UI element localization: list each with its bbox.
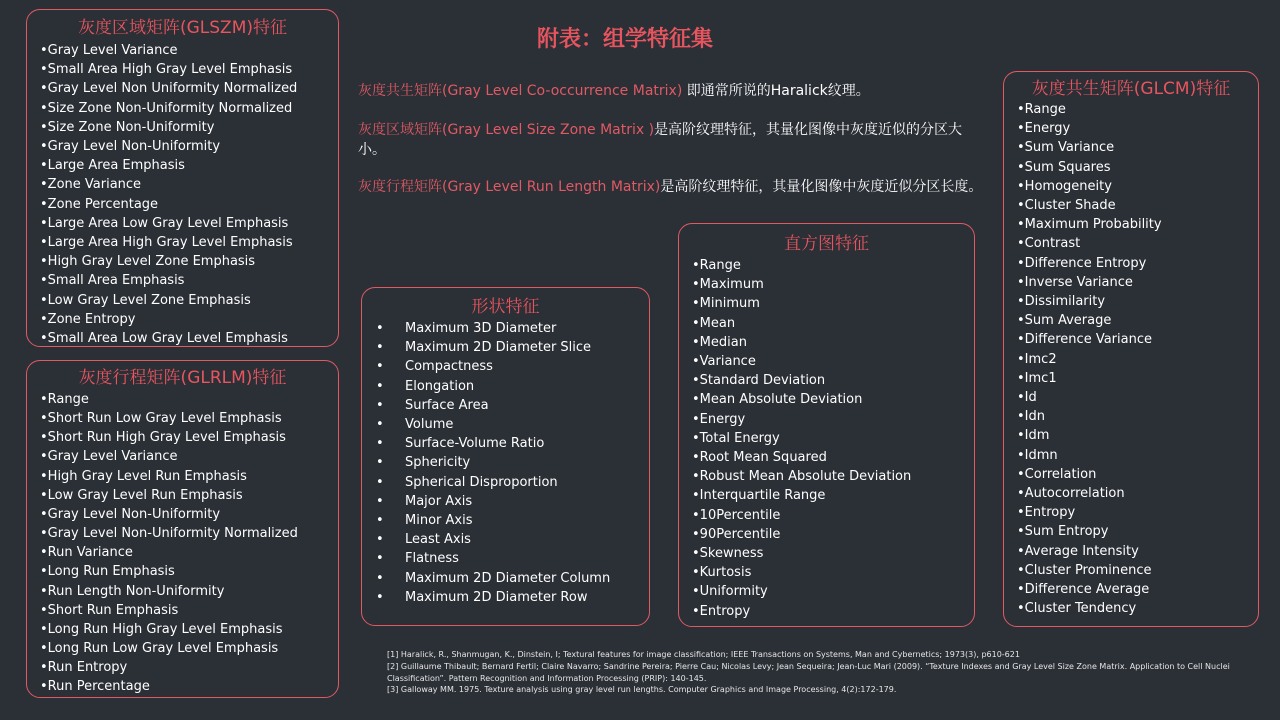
feature-item: • Maximum 2D Diameter Row	[362, 588, 649, 607]
feature-item: • Run Length Non-Uniformity	[40, 582, 338, 601]
feature-item: • Size Zone Non-Uniformity Normalized	[40, 99, 338, 118]
feature-item: • Small Area Low Gray Level Emphasis	[40, 329, 338, 348]
feature-item: • Large Area High Gray Level Emphasis	[40, 233, 338, 252]
shape-title: 形状特征	[471, 297, 540, 317]
feature-item: • Robust Mean Absolute Deviation	[692, 467, 974, 486]
feature-item: • Cluster Prominence	[1017, 561, 1258, 580]
feature-item: • Difference Variance	[1017, 330, 1258, 349]
feature-item: • Maximum 2D Diameter Slice	[362, 338, 649, 357]
feature-item: • Gray Level Non-Uniformity Normalized	[40, 524, 338, 543]
glcm-title: 灰度共生矩阵(GLCM)特征	[1031, 79, 1231, 99]
feature-item: • Sum Variance	[1017, 138, 1258, 157]
feature-item: • Run Variance	[40, 543, 338, 562]
shape-feature-list	[362, 319, 649, 607]
feature-item: • Average Intensity	[1017, 542, 1258, 561]
glcm-feature-list	[1004, 100, 1258, 618]
shape-feature-box	[361, 287, 650, 626]
feature-item: • Inverse Variance	[1017, 273, 1258, 292]
feature-item: • Gray Level Non-Uniformity	[40, 505, 338, 524]
feature-item: • Difference Average	[1017, 580, 1258, 599]
feature-item: • Root Mean Squared	[692, 448, 974, 467]
feature-item: • 90Percentile	[692, 525, 974, 544]
feature-item: • Homogeneity	[1017, 177, 1258, 196]
feature-item: • Total Energy	[692, 429, 974, 448]
feature-item: • Short Run Low Gray Level Emphasis	[40, 409, 338, 428]
glrlm-feature-list	[27, 390, 338, 697]
feature-item: • Short Run Emphasis	[40, 601, 338, 620]
feature-item: • Sum Entropy	[1017, 522, 1258, 541]
reference-item: [1] Haralick, R., Shanmugan, K., Dinstein, I; Textural features for image classification; IEEE Transactions on Systems, Man and Cybernetics; 1973(3), p610-621	[387, 650, 1020, 659]
feature-item: • Entropy	[692, 602, 974, 621]
feature-item: • Short Run High Gray Level Emphasis	[40, 428, 338, 447]
feature-item: • Mean	[692, 314, 974, 333]
histogram-feature-box	[678, 223, 975, 627]
feature-item: • Dissimilarity	[1017, 292, 1258, 311]
feature-item: • Contrast	[1017, 234, 1258, 253]
histogram-feature-list	[679, 256, 974, 621]
feature-item: • Uniformity	[692, 582, 974, 601]
feature-item: • Imc2	[1017, 350, 1258, 369]
feature-item: • Surface-Volume Ratio	[362, 434, 649, 453]
feature-item: • High Gray Level Zone Emphasis	[40, 252, 338, 271]
feature-item: • Volume	[362, 415, 649, 434]
page-title: 附表：组学特征集	[537, 27, 714, 52]
feature-item: • Compactness	[362, 357, 649, 376]
description-highlight: 灰度共生矩阵(Gray Level Co-occurrence Matrix)	[358, 83, 683, 99]
description-glcm	[358, 81, 988, 101]
feature-item: • Spherical Disproportion	[362, 473, 649, 492]
feature-item: • Sum Average	[1017, 311, 1258, 330]
feature-item: • 10Percentile	[692, 506, 974, 525]
feature-item: • Cluster Tendency	[1017, 599, 1258, 618]
feature-item: • Kurtosis	[692, 563, 974, 582]
feature-item: • Idn	[1017, 407, 1258, 426]
feature-item: • Large Area Emphasis	[40, 156, 338, 175]
feature-item: • Range	[692, 256, 974, 275]
feature-item: • Small Area Emphasis	[40, 271, 338, 290]
feature-item: • Imc1	[1017, 369, 1258, 388]
feature-item: • Minor Axis	[362, 511, 649, 530]
feature-item: • Variance	[692, 352, 974, 371]
histogram-title: 直方图特征	[784, 234, 869, 254]
feature-item: • High Gray Level Run Emphasis	[40, 467, 338, 486]
feature-item: • Zone Entropy	[40, 310, 338, 329]
description-glszm	[358, 120, 988, 160]
feature-item: • Zone Percentage	[40, 195, 338, 214]
reference-item: [2] Guillaume Thibault; Bernard Fertil; Claire Navarro; Sandrine Pereira; Pierre Cau; Nicolas Levy; Jean Sequeira; Jean-Luc Mari (2009). “Texture Indexes and Gray Level Size Zone Matrix. Application to Cell Nuclei Classification”. Pattern Recognition and Information Processing (PRIP): 140-145.	[387, 661, 1230, 683]
feature-item: • Sum Squares	[1017, 158, 1258, 177]
feature-item: • Gray Level Variance	[40, 447, 338, 466]
feature-item: • Gray Level Variance	[40, 41, 338, 60]
feature-item: • Run Entropy	[40, 658, 338, 677]
feature-item: • Difference Entropy	[1017, 254, 1258, 273]
glcm-feature-box	[1003, 71, 1259, 627]
feature-item: • Minimum	[692, 294, 974, 313]
feature-item: • Sphericity	[362, 453, 649, 472]
feature-item: • Long Run Emphasis	[40, 562, 338, 581]
feature-item: • Maximum 2D Diameter Column	[362, 569, 649, 588]
feature-item: • Correlation	[1017, 465, 1258, 484]
glszm-feature-box	[26, 9, 339, 347]
glszm-feature-list	[27, 41, 338, 348]
feature-item: • Mean Absolute Deviation	[692, 390, 974, 409]
reference-item: [3] Galloway MM. 1975. Texture analysis using gray level run lengths. Computer Graphics and Image Processing, 4(2):172-179.	[387, 685, 897, 695]
feature-item: • Skewness	[692, 544, 974, 563]
feature-item: • Surface Area	[362, 396, 649, 415]
feature-item: • Gray Level Non-Uniformity	[40, 137, 338, 156]
feature-item: • Idm	[1017, 426, 1258, 445]
feature-item: • Entropy	[1017, 503, 1258, 522]
feature-item: • Long Run High Gray Level Emphasis	[40, 620, 338, 639]
feature-item: • Large Area Low Gray Level Emphasis	[40, 214, 338, 233]
feature-item: • Maximum 3D Diameter	[362, 319, 649, 338]
feature-item: • Low Gray Level Zone Emphasis	[40, 291, 338, 310]
feature-item: • Energy	[692, 410, 974, 429]
feature-item: • Run Percentage	[40, 677, 338, 696]
feature-item: • Range	[1017, 100, 1258, 119]
feature-item: • Flatness	[362, 549, 649, 568]
feature-item: • Range	[40, 390, 338, 409]
description-text: 是高阶纹理特征，其量化图像中灰度近似的分区大小。	[358, 122, 963, 158]
feature-item: • Small Area High Gray Level Emphasis	[40, 60, 338, 79]
glrlm-title: 灰度行程矩阵(GLRLM)特征	[78, 368, 287, 388]
feature-item: • Major Axis	[362, 492, 649, 511]
feature-item: • Maximum	[692, 275, 974, 294]
description-highlight: 灰度行程矩阵(Gray Level Run Length Matrix)	[358, 179, 661, 195]
feature-item: • Standard Deviation	[692, 371, 974, 390]
feature-item: • Least Axis	[362, 530, 649, 549]
feature-item: • Gray Level Non Uniformity Normalized	[40, 79, 338, 98]
feature-item: • Interquartile Range	[692, 486, 974, 505]
feature-item: • Energy	[1017, 119, 1258, 138]
feature-item: • Elongation	[362, 377, 649, 396]
description-text: 即通常所说的Haralick纹理。	[682, 83, 870, 99]
feature-item: • Cluster Shade	[1017, 196, 1258, 215]
feature-item: • Low Gray Level Run Emphasis	[40, 486, 338, 505]
description-highlight: 灰度区域矩阵(Gray Level Size Zone Matrix )	[358, 122, 655, 138]
feature-item: • Maximum Probability	[1017, 215, 1258, 234]
feature-item: • Median	[692, 333, 974, 352]
feature-item: • Id	[1017, 388, 1258, 407]
description-text: 是高阶纹理特征，其量化图像中灰度近似分区长度。	[660, 179, 983, 195]
feature-item: • Autocorrelation	[1017, 484, 1258, 503]
glszm-title: 灰度区域矩阵(GLSZM)特征	[77, 18, 287, 38]
references	[387, 649, 1257, 696]
feature-item: • Size Zone Non-Uniformity	[40, 118, 338, 137]
feature-item: • Idmn	[1017, 446, 1258, 465]
feature-item: • Long Run Low Gray Level Emphasis	[40, 639, 338, 658]
feature-item: • Zone Variance	[40, 175, 338, 194]
glrlm-feature-box	[26, 360, 339, 698]
description-glrlm	[358, 177, 988, 197]
